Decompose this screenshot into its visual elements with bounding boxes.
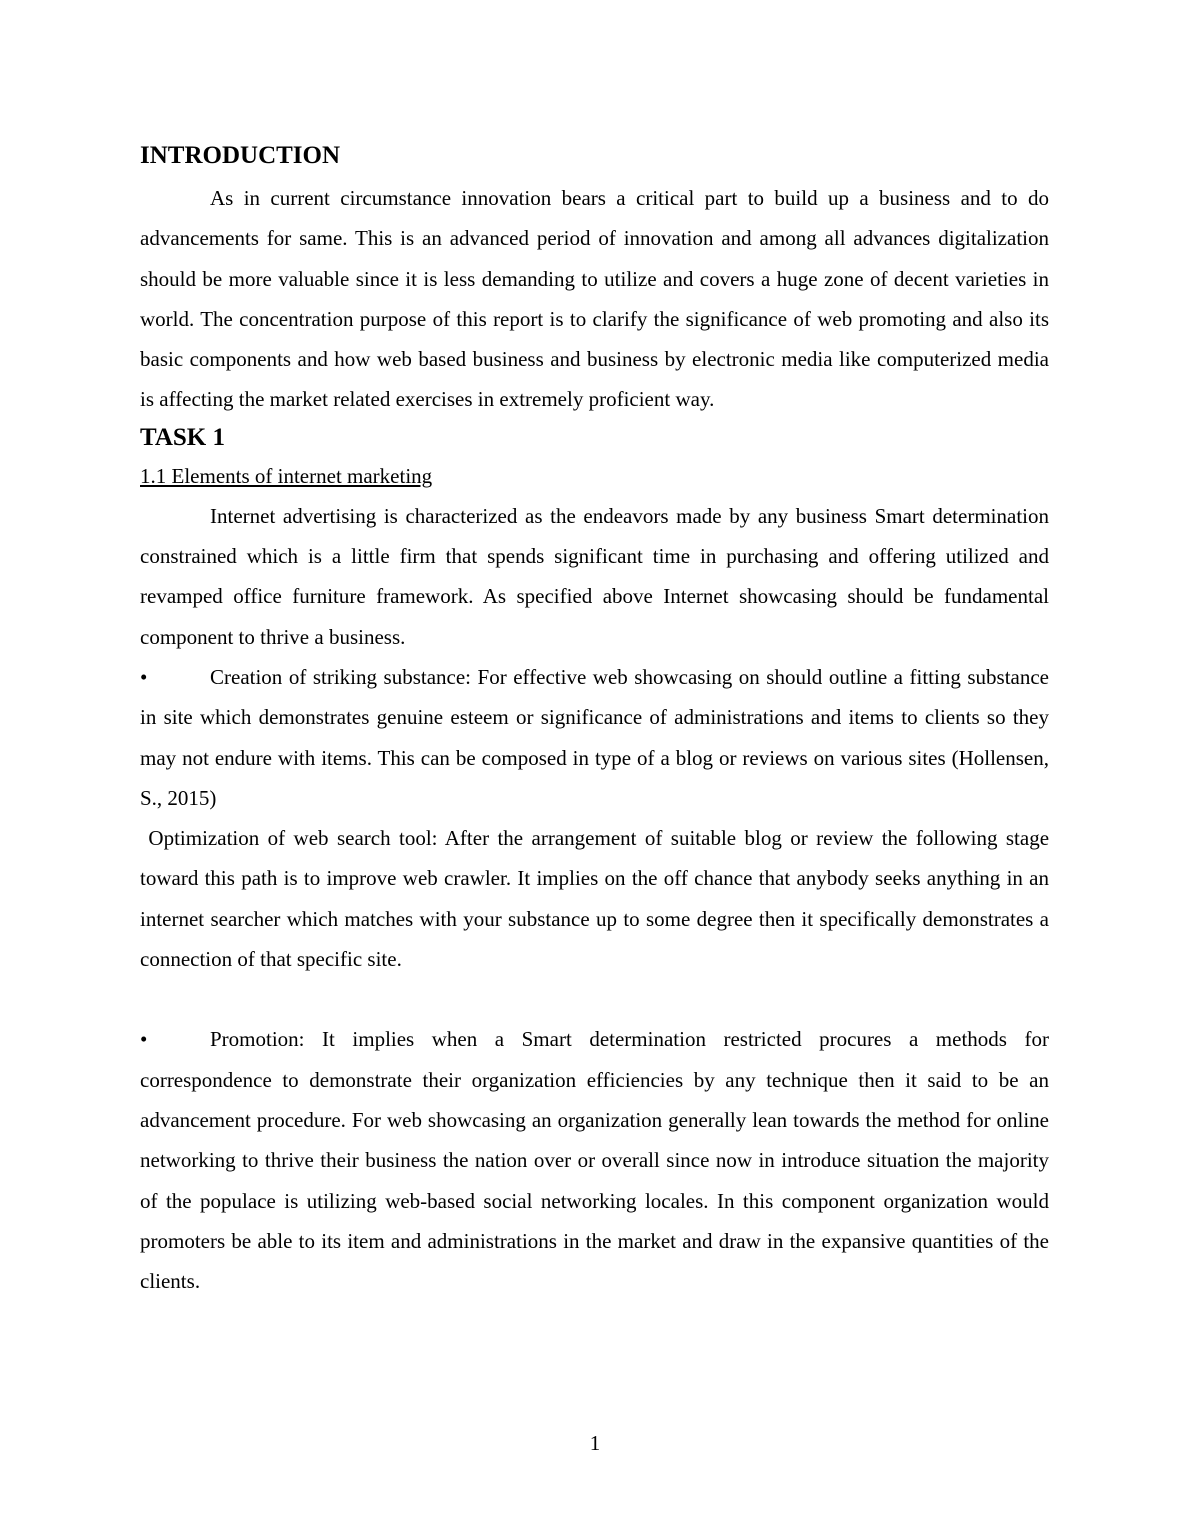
section-heading-text: 1.1 Elements of internet marketing	[140, 463, 433, 488]
section-heading	[140, 456, 1049, 496]
paragraph-spacer	[140, 979, 1049, 1019]
task-1-heading: TASK 1	[140, 423, 225, 451]
document-page	[140, 138, 1055, 1301]
bullet-text: Creation of striking substance: For effective web showcasing on should outline a fitting substance in site which demonstrates genuine esteem or significance of administrations and items to clients so they may not endure with items. This can be composed in type of a blog or reviews on various sites (Hollensen, S., 2015)	[140, 664, 1049, 810]
section-paragraph: Internet advertising is characterized as the endeavors made by any business Smart determination constrained which is a little firm that spends significant time in purchasing and offering utilized and revamped office furniture framework. As specified above Internet showcasing should be fundamental component to thrive a business.	[140, 503, 1049, 649]
bullet-icon: •	[140, 664, 148, 689]
bullet-item-promotion	[140, 1019, 1049, 1301]
page-number: 1	[589, 1431, 601, 1455]
bullet-item-content-creation	[140, 657, 1049, 818]
bullet-text: Promotion: It implies when a Smart determination restricted procures a methods for correspondence to demonstrate their organization efficiencies by any technique then it said to be an advancement procedure. For web showcasing an organization generally lean towards the method for online networking to thrive their business the nation over or overall since now in introduce situation the majority of the populace is utilizing web-based social networking locales. In this component organization would promoters be able to its item and administrations in the market and draw in the expansive quantities of the clients.	[140, 1027, 1049, 1294]
introduction-paragraph: As in current circumstance innovation bears a critical part to build up a business and to do advancements for same. This is an advanced period of innovation and among all advances digitalization should be more valuable since it is less demanding to utilize and covers a huge zone of decent varieties in world. The concentration purpose of this report is to clarify the significance of web promoting and also its basic components and how web based business and business by electronic media like computerized media is affecting the market related exercises in extremely proficient way.	[140, 186, 1049, 412]
bullet-icon: •	[140, 1027, 148, 1052]
optimization-paragraph: Optimization of web search tool: After the arrangement of suitable blog or review the following stage toward this path is to improve web crawler. It implies on the off chance that anybody seeks anything in an internet searcher which matches with your substance up to some degree then it specifically demonstrates a connection of that specific site.	[140, 826, 1055, 972]
introduction-heading: INTRODUCTION	[140, 142, 341, 169]
